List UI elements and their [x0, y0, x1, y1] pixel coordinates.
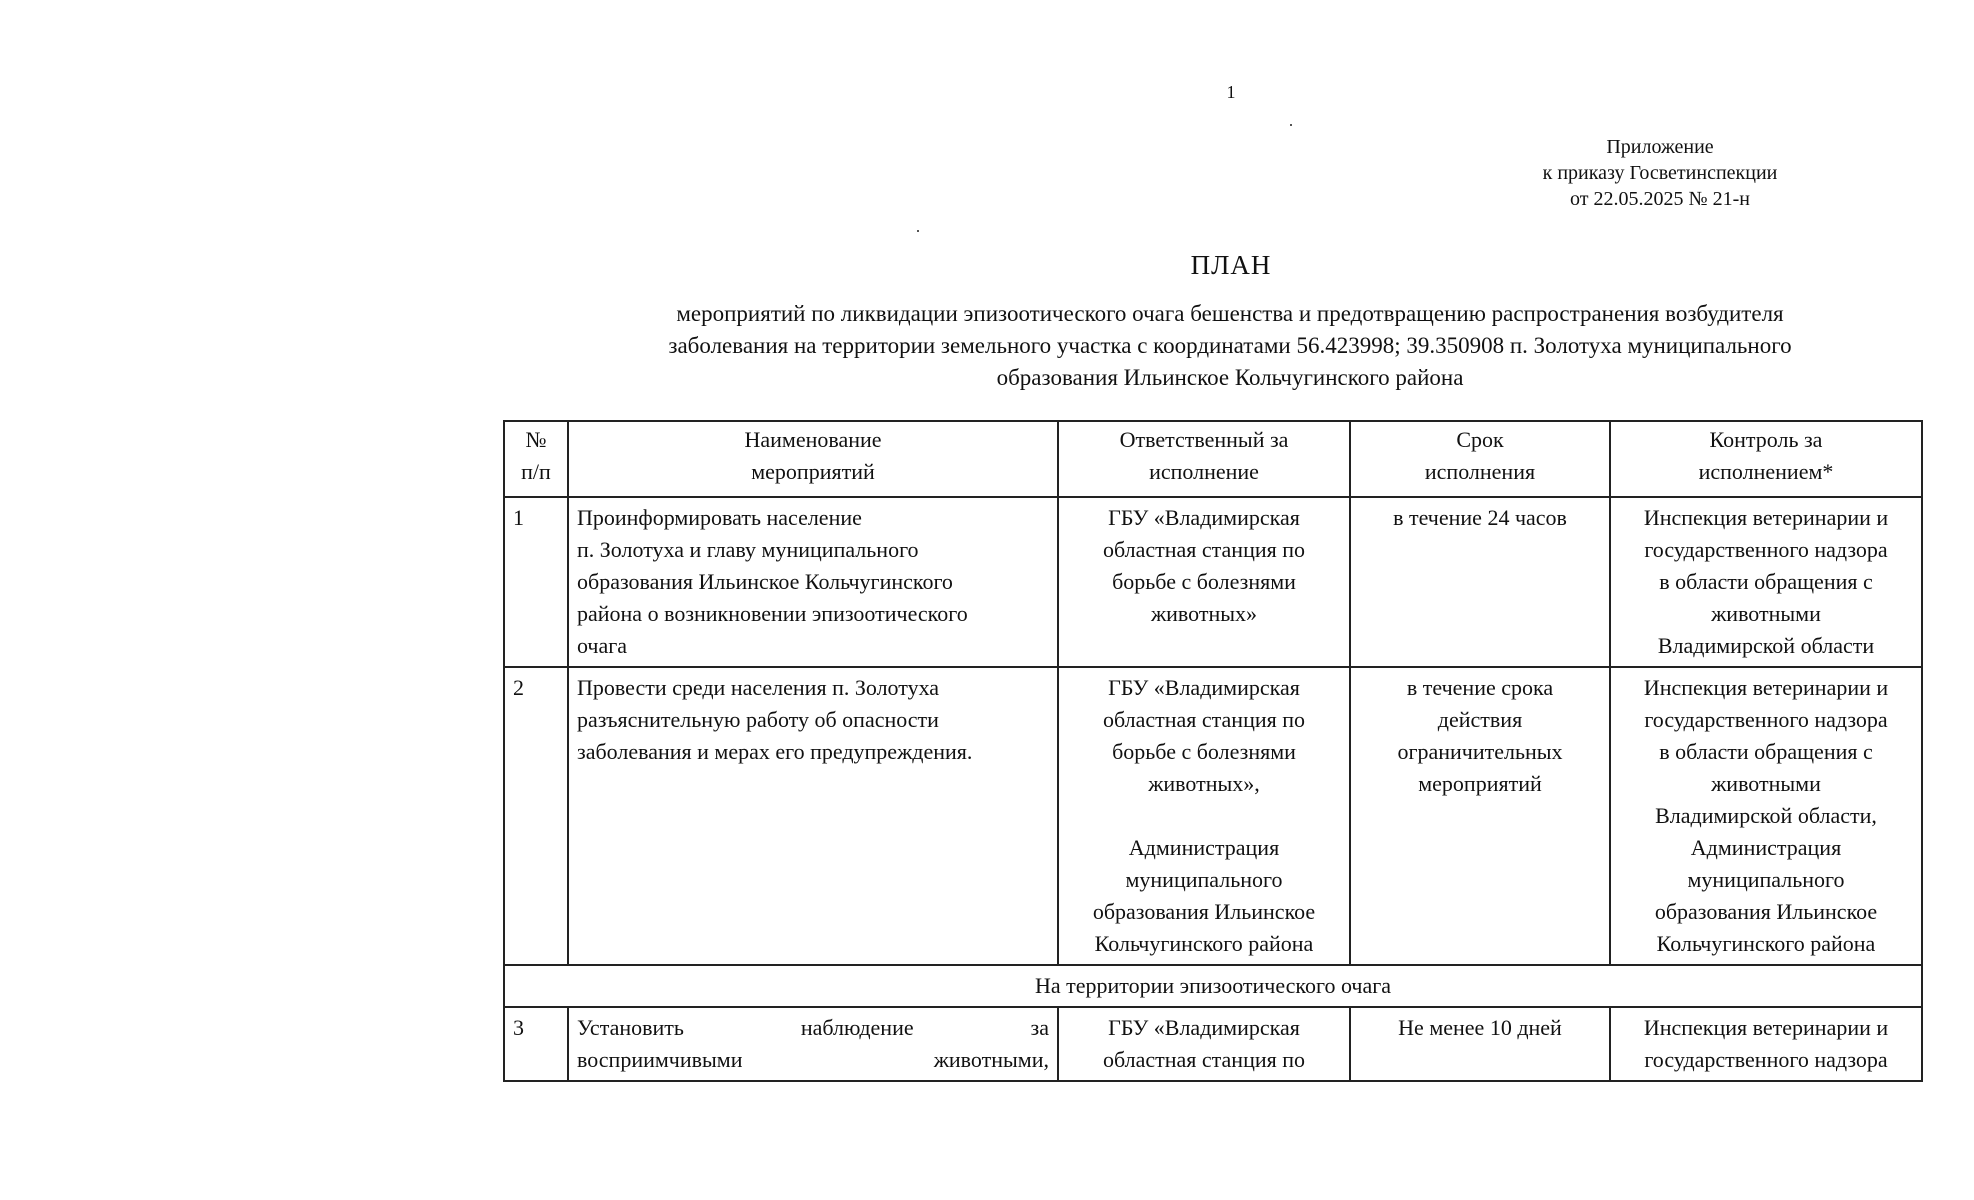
cell-line: ГБУ «Владимирская — [1108, 505, 1300, 530]
cell-line: ГБУ «Владимирская — [1108, 675, 1300, 700]
cell-line: Владимирской области — [1657, 633, 1875, 658]
activity-line: восприимчивыми животными, — [577, 1047, 1049, 1072]
plan-table — [503, 420, 1923, 1082]
cell-line: заболевания и мерах его предупреждения. — [577, 739, 973, 764]
cell-line: разъяснительную работу об опасности — [577, 707, 939, 732]
section-row — [504, 965, 1922, 1007]
appendix-line-3: от 22.05.2025 № 21-н — [1570, 188, 1750, 210]
cell-line: муниципального — [1125, 867, 1283, 892]
deadline-cell — [1350, 667, 1610, 965]
document-title: ПЛАН — [1190, 250, 1272, 280]
table-row — [504, 667, 1922, 965]
cell-line: района о возникновении эпизоотического — [577, 601, 968, 626]
activity-name-cell — [568, 497, 1058, 667]
cell-line: в области обращения с — [1659, 569, 1873, 594]
cell-line: в течение 24 часов — [1393, 505, 1567, 530]
appendix-line-2: к приказу Госветинспекции — [1542, 162, 1778, 184]
table-header-row — [504, 421, 1922, 497]
control-cell — [1610, 667, 1922, 965]
activity-name-cell — [568, 1007, 1058, 1081]
header-activity-name: Наименование мероприятий — [568, 421, 1058, 497]
subtitle-line-3: образования Ильинское Кольчугинского района — [996, 365, 1464, 390]
header-control: Контроль за исполнением* — [1610, 421, 1922, 497]
header-responsible: Ответственный за исполнение — [1058, 421, 1350, 497]
cell-line — [1067, 800, 1341, 832]
deadline-cell: Не менее 10 дней — [1350, 1007, 1610, 1081]
page-number: 1 — [1226, 82, 1236, 102]
cell-line: областная станция по — [1102, 537, 1306, 562]
cell-line: животными — [1711, 601, 1821, 626]
cell-line: государственного надзора — [1644, 537, 1888, 562]
cell-line: мероприятий — [1418, 771, 1542, 796]
table-row — [504, 1007, 1922, 1081]
row-number: 1 — [504, 497, 568, 667]
subtitle-line-2: заболевания на территории земельного участка с координатами 56.423998; 39.350908 п. Золотуха муниципального — [668, 333, 1792, 358]
header-deadline: Срок исполнения — [1350, 421, 1610, 497]
cell-line: животных», — [1148, 771, 1260, 796]
cell-line: в области обращения с — [1659, 739, 1873, 764]
cell-line: п. Золотуха и главу муниципального — [577, 537, 919, 562]
cell-line: Проинформировать население — [577, 505, 862, 530]
table-row — [504, 497, 1922, 667]
cell-line: борьбе с болезнями — [1112, 739, 1296, 764]
cell-line: муниципального — [1687, 867, 1845, 892]
row-number: 3 — [504, 1007, 568, 1081]
cell-line: Администрация — [1128, 835, 1280, 860]
cell-line: образования Ильинское Кольчугинского — [577, 569, 953, 594]
cell-line: Инспекция ветеринарии и — [1643, 675, 1889, 700]
row-number: 2 — [504, 667, 568, 965]
responsible-cell: ГБУ «Владимирская областная станция по — [1058, 1007, 1350, 1081]
control-cell: Инспекция ветеринарии и государственного надзора — [1610, 1007, 1922, 1081]
cell-line: Кольчугинского района — [1656, 931, 1876, 956]
deadline-cell — [1350, 497, 1610, 667]
cell-line: Кольчугинского района — [1094, 931, 1314, 956]
cell-line: образования Ильинское — [1092, 899, 1316, 924]
cell-line: животными — [1711, 771, 1821, 796]
cell-line: в течение срока — [1406, 675, 1554, 700]
responsible-cell — [1058, 497, 1350, 667]
cell-line: животных» — [1150, 601, 1258, 626]
responsible-cell — [1058, 667, 1350, 965]
cell-line: ограничительных — [1397, 739, 1563, 764]
section-title: На территории эпизоотического очага — [504, 965, 1922, 1007]
cell-line: государственного надзора — [1644, 707, 1888, 732]
cell-line: образования Ильинское — [1654, 899, 1878, 924]
document-subtitle — [550, 298, 1910, 394]
cell-line: областная станция по — [1102, 707, 1306, 732]
activity-line: Установить наблюдение за — [577, 1015, 1049, 1040]
cell-line: действия — [1437, 707, 1523, 732]
cell-line: Провести среди населения п. Золотуха — [577, 675, 940, 700]
subtitle-line-1: мероприятий по ликвидации эпизоотического очага бешенства и предотвращению распространения возбудителя — [676, 301, 1784, 326]
cell-line: Владимирской области, — [1655, 803, 1877, 828]
scan-speck — [917, 230, 919, 232]
cell-line: борьбе с болезнями — [1112, 569, 1296, 594]
appendix-line-1: Приложение — [1606, 136, 1714, 158]
control-cell — [1610, 497, 1922, 667]
activity-name-cell — [568, 667, 1058, 965]
header-number: № п/п — [504, 421, 568, 497]
appendix-block — [1530, 134, 1790, 212]
scan-speck — [1290, 124, 1292, 126]
cell-line: Администрация — [1690, 835, 1842, 860]
cell-line: Инспекция ветеринарии и — [1643, 505, 1889, 530]
cell-line: очага — [577, 633, 628, 658]
